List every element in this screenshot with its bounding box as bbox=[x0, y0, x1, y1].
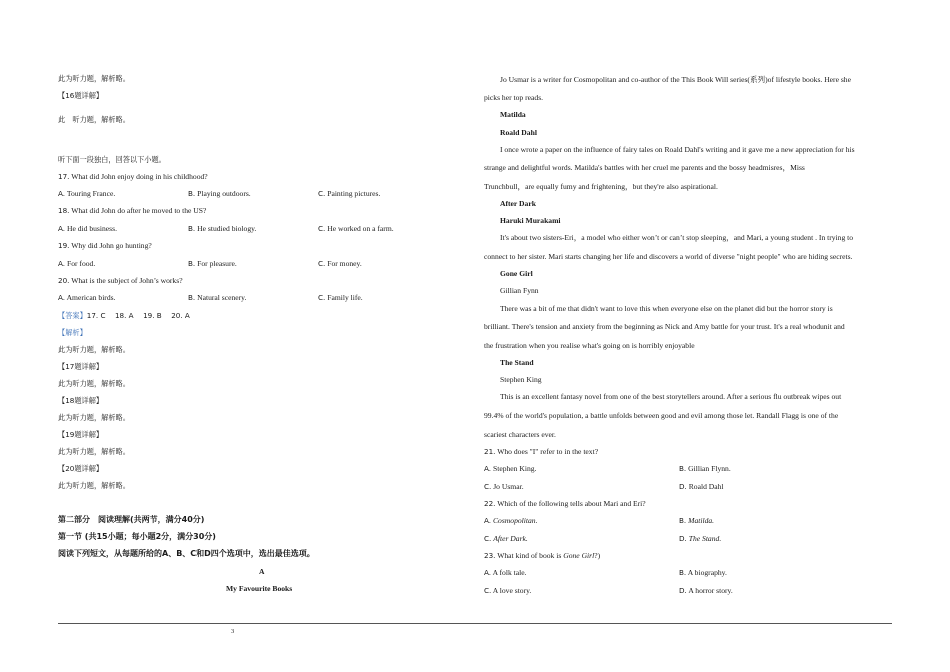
q22-option-c: C. After Dark. bbox=[484, 534, 528, 543]
detail-heading-17: 【17题详解】 bbox=[58, 362, 104, 371]
book-title: After Dark bbox=[500, 199, 536, 208]
answer-line: 【答案】17. C 18. A 19. B 20. A bbox=[58, 311, 190, 320]
question-19: 19. Why did John go hunting? bbox=[58, 241, 152, 250]
analysis-line: 此为听力题，解析略。 bbox=[58, 379, 130, 388]
q20-option-a: A. American birds. bbox=[58, 293, 116, 302]
q21-option-a: A. Stephen King. bbox=[484, 464, 537, 473]
q21-option-c: C. Jo Usmar. bbox=[484, 482, 524, 491]
q17-option-a: A. Touring France. bbox=[58, 189, 116, 198]
q20-option-c: C. Family life. bbox=[318, 293, 363, 302]
q23-option-c: C. A love story. bbox=[484, 586, 532, 595]
intro-line: picks her top reads. bbox=[484, 93, 544, 102]
book-review-line: 99.4% of the world's population, a battle unfolds between good and evil among those let. Randall Flagg is one of the bbox=[484, 411, 839, 420]
detail-heading-18: 【18题详解】 bbox=[58, 396, 104, 405]
q22-option-a: A. Cosmopolitan. bbox=[484, 516, 538, 525]
detail-heading-20: 【20题详解】 bbox=[58, 464, 104, 473]
q19-option-a: A. For food. bbox=[58, 259, 96, 268]
q22-option-b: B. Matilda. bbox=[679, 516, 715, 525]
footer-rule bbox=[58, 623, 892, 624]
q17-option-c: C. Painting pictures. bbox=[318, 189, 381, 198]
book-author: Roald Dahl bbox=[500, 128, 537, 137]
question-18: 18. What did John do after he moved to the US? bbox=[58, 206, 207, 215]
q23-option-b: B. A biography. bbox=[679, 568, 727, 577]
passage-title: My Favourite Books bbox=[226, 584, 293, 593]
question-17: 17. What did John enjoy doing in his childhood? bbox=[58, 172, 208, 181]
detail-heading-16: 【16题详解】 bbox=[58, 91, 104, 100]
book-review-line: connect to her sister. Mari starts changing her life and discovers a world of diverse "night people" who are hiding secrets. bbox=[484, 252, 853, 261]
analysis-line: 此 听力题，解析略。 bbox=[58, 115, 130, 124]
book-title: Gone Girl bbox=[500, 269, 533, 278]
passage-letter: A bbox=[259, 567, 265, 576]
book-review-line: There was a bit of me that didn't want to love this when everyone else on the planet did but the horror story is bbox=[500, 304, 833, 313]
analysis-line: 此为听力题，解析略。 bbox=[58, 74, 130, 83]
q19-option-c: C. For money. bbox=[318, 259, 362, 268]
book-author: Gillian Fynn bbox=[500, 286, 539, 295]
book-review-line: strange and delightful words. Matilda's battles with her cruel me parents and the bossy headmisres，Miss bbox=[484, 163, 805, 172]
part-heading: 第二部分 阅读理解(共两节，满分40分) bbox=[58, 515, 205, 524]
q21-option-b: B. Gillian Flynn. bbox=[679, 464, 731, 473]
intro-line: Jo Usmar is a writer for Cosmopolitan and co-author of the This Book Will series(系列)of lifestyle books. Here she bbox=[500, 75, 851, 84]
analysis-tag: 【解析】 bbox=[58, 328, 87, 337]
book-title: Matilda bbox=[500, 110, 526, 119]
q17-option-b: B. Playing outdoors. bbox=[188, 189, 251, 198]
book-review-line: This is an excellent fantasy novel from one of the best storytellers around. After a serious flu outbreak wipes out bbox=[500, 392, 842, 401]
book-title: The Stand bbox=[500, 358, 534, 367]
book-author: Haruki Murakami bbox=[500, 216, 561, 225]
book-review-line: I once wrote a paper on the influence of fairy tales on Roald Dahl's writing and it gave me a new appreciation for his bbox=[500, 145, 855, 154]
analysis-line: 此为听力题，解析略。 bbox=[58, 447, 130, 456]
q18-option-c: C. He worked on a farm. bbox=[318, 224, 394, 233]
book-review-line: brilliant. There's tension and anxiety from the beginning as Nick and Amy battle for your trust. It's a real whodunit and bbox=[484, 322, 845, 331]
question-20: 20. What is the subject of John’s works? bbox=[58, 276, 183, 285]
book-author: Stephen King bbox=[500, 375, 542, 384]
q23-option-d: D. A horror story. bbox=[679, 586, 733, 595]
answer-tag: 【答案】 bbox=[58, 311, 87, 320]
analysis-line: 此为听力题，解析略。 bbox=[58, 413, 130, 422]
q22-option-d: D. The Stand. bbox=[679, 534, 722, 543]
detail-heading-19: 【19题详解】 bbox=[58, 430, 104, 439]
page-number: 3 bbox=[231, 628, 235, 635]
q21-option-d: D. Roald Dahl bbox=[679, 482, 724, 491]
book-review-line: It's about two sisters-Eri，a model who either won’t or can’t stop sleeping，and Mari, a young student . In trying to bbox=[500, 233, 854, 242]
q18-option-a: A. He did business. bbox=[58, 224, 117, 233]
question-22: 22. Which of the following tells about Mari and Eri? bbox=[484, 499, 646, 508]
q20-option-b: B. Natural scenery. bbox=[188, 293, 247, 302]
q18-option-b: B. He studied biology. bbox=[188, 224, 257, 233]
question-21: 21. Who does "I" refer to in the text? bbox=[484, 447, 599, 456]
analysis-line: 此为听力题，解析略。 bbox=[58, 481, 130, 490]
q23-option-a: A. A folk tale. bbox=[484, 568, 527, 577]
reading-instruction: 阅读下列短文，从每题所给的A、B、C和D四个选项中，选出最佳选项。 bbox=[58, 549, 315, 558]
question-23: 23. What kind of book is Gone Girl?) bbox=[484, 551, 601, 560]
book-review-line: the frustration when you realise what's going on is horribly enjoyable bbox=[484, 341, 695, 350]
book-review-line: scariest characters ever. bbox=[484, 430, 556, 439]
section-heading: 第一节 (共15小题；每小题2分，满分30分) bbox=[58, 532, 216, 541]
listening-instruction: 听下面一段独白，回答以下小题。 bbox=[58, 155, 166, 164]
book-review-line: Trunchbull，are equally fumy and frightening，but they're also aspirational. bbox=[484, 182, 718, 191]
analysis-line: 此为听力题，解析略。 bbox=[58, 345, 130, 354]
q19-option-b: B. For pleasure. bbox=[188, 259, 237, 268]
